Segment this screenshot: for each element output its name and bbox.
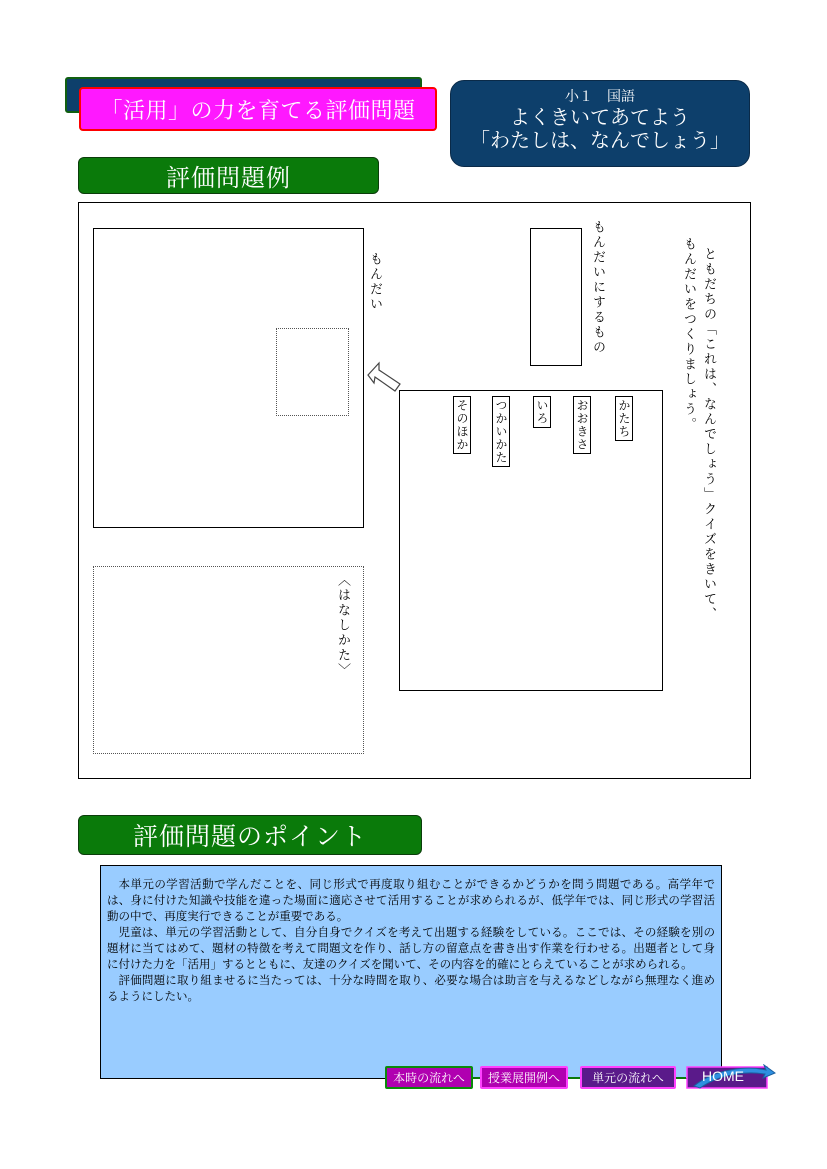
nav-connector	[473, 1077, 480, 1079]
lesson-flow-button[interactable]: 本時の流れへ	[385, 1066, 473, 1089]
instruction-line-1: ともだちの「これは、なんでしょう」クイズをきいて、	[701, 247, 716, 622]
section-heading-example: 評価問題例	[78, 157, 379, 194]
grade-subject: 小１ 国語	[565, 89, 635, 105]
points-paragraph-1: 本単元の学習活動で学んだことを、同じ形式で再度取り組むことができるかどうかを問う問題である。高学年では、身に付けた知識や技能を違った場面に適応させて活用することが求められるが、低学年では、同じ形式の学習活動の中で、再度実行できることが重要である。	[107, 877, 715, 923]
item-answer-box	[530, 228, 582, 366]
home-label: HOME	[702, 1068, 744, 1084]
instruction-line-2: もんだいをつくりましょう。	[681, 237, 696, 432]
arrow-up-left-icon	[365, 360, 403, 394]
section-heading-points: 評価問題のポイント	[78, 815, 422, 855]
attribute-tag-shape: かたち	[615, 396, 633, 441]
unit-flow-button[interactable]: 単元の流れへ	[580, 1066, 676, 1089]
unit-title: よくきいてあてよう	[510, 105, 690, 129]
problem-label: もんだい	[367, 252, 382, 312]
page-title: 「活用」の力を育てる評価問題	[79, 87, 437, 131]
home-button[interactable]	[686, 1064, 776, 1091]
talk-method-label: 〈はなしかた〉	[335, 573, 350, 678]
problem-inner-dotted-box	[276, 328, 349, 416]
nav-connector	[568, 1077, 580, 1079]
points-paragraph-3: 評価問題に取り組ませるに当たっては、十分な時間を取り、必要な場合は助言を与えるなどしながら無理なく進めるようにしたい。	[107, 973, 715, 1003]
unit-subtitle: 「わたしは、なんでしょう」	[470, 128, 730, 152]
unit-info-box	[450, 80, 750, 167]
talk-method-area	[93, 566, 364, 754]
lesson-example-button[interactable]: 授業展開例へ	[480, 1066, 568, 1089]
points-paragraph-2: 児童は、単元の学習活動として、自分自身でクイズを考えて出題する経験をしている。ここでは、その経験を別の題材に当てはめて、題材の特徴を考えて問題文を作り、話し方の留意点を書き出す作業を行わせる。出題者として身に付けた力を「活用」するとともに、友達のクイズを聞いて、その内容を的確にとらえていることが求められる。	[107, 925, 715, 971]
attribute-tag-color: いろ	[533, 396, 551, 428]
item-label: もんだいにするもの	[590, 220, 605, 355]
nav-connector	[676, 1077, 686, 1079]
attribute-tag-other: そのほか	[453, 396, 471, 454]
attribute-tag-usage: つかいかた	[492, 396, 510, 467]
points-text-box	[100, 865, 722, 1079]
attribute-tag-size: おおきさ	[573, 396, 591, 454]
